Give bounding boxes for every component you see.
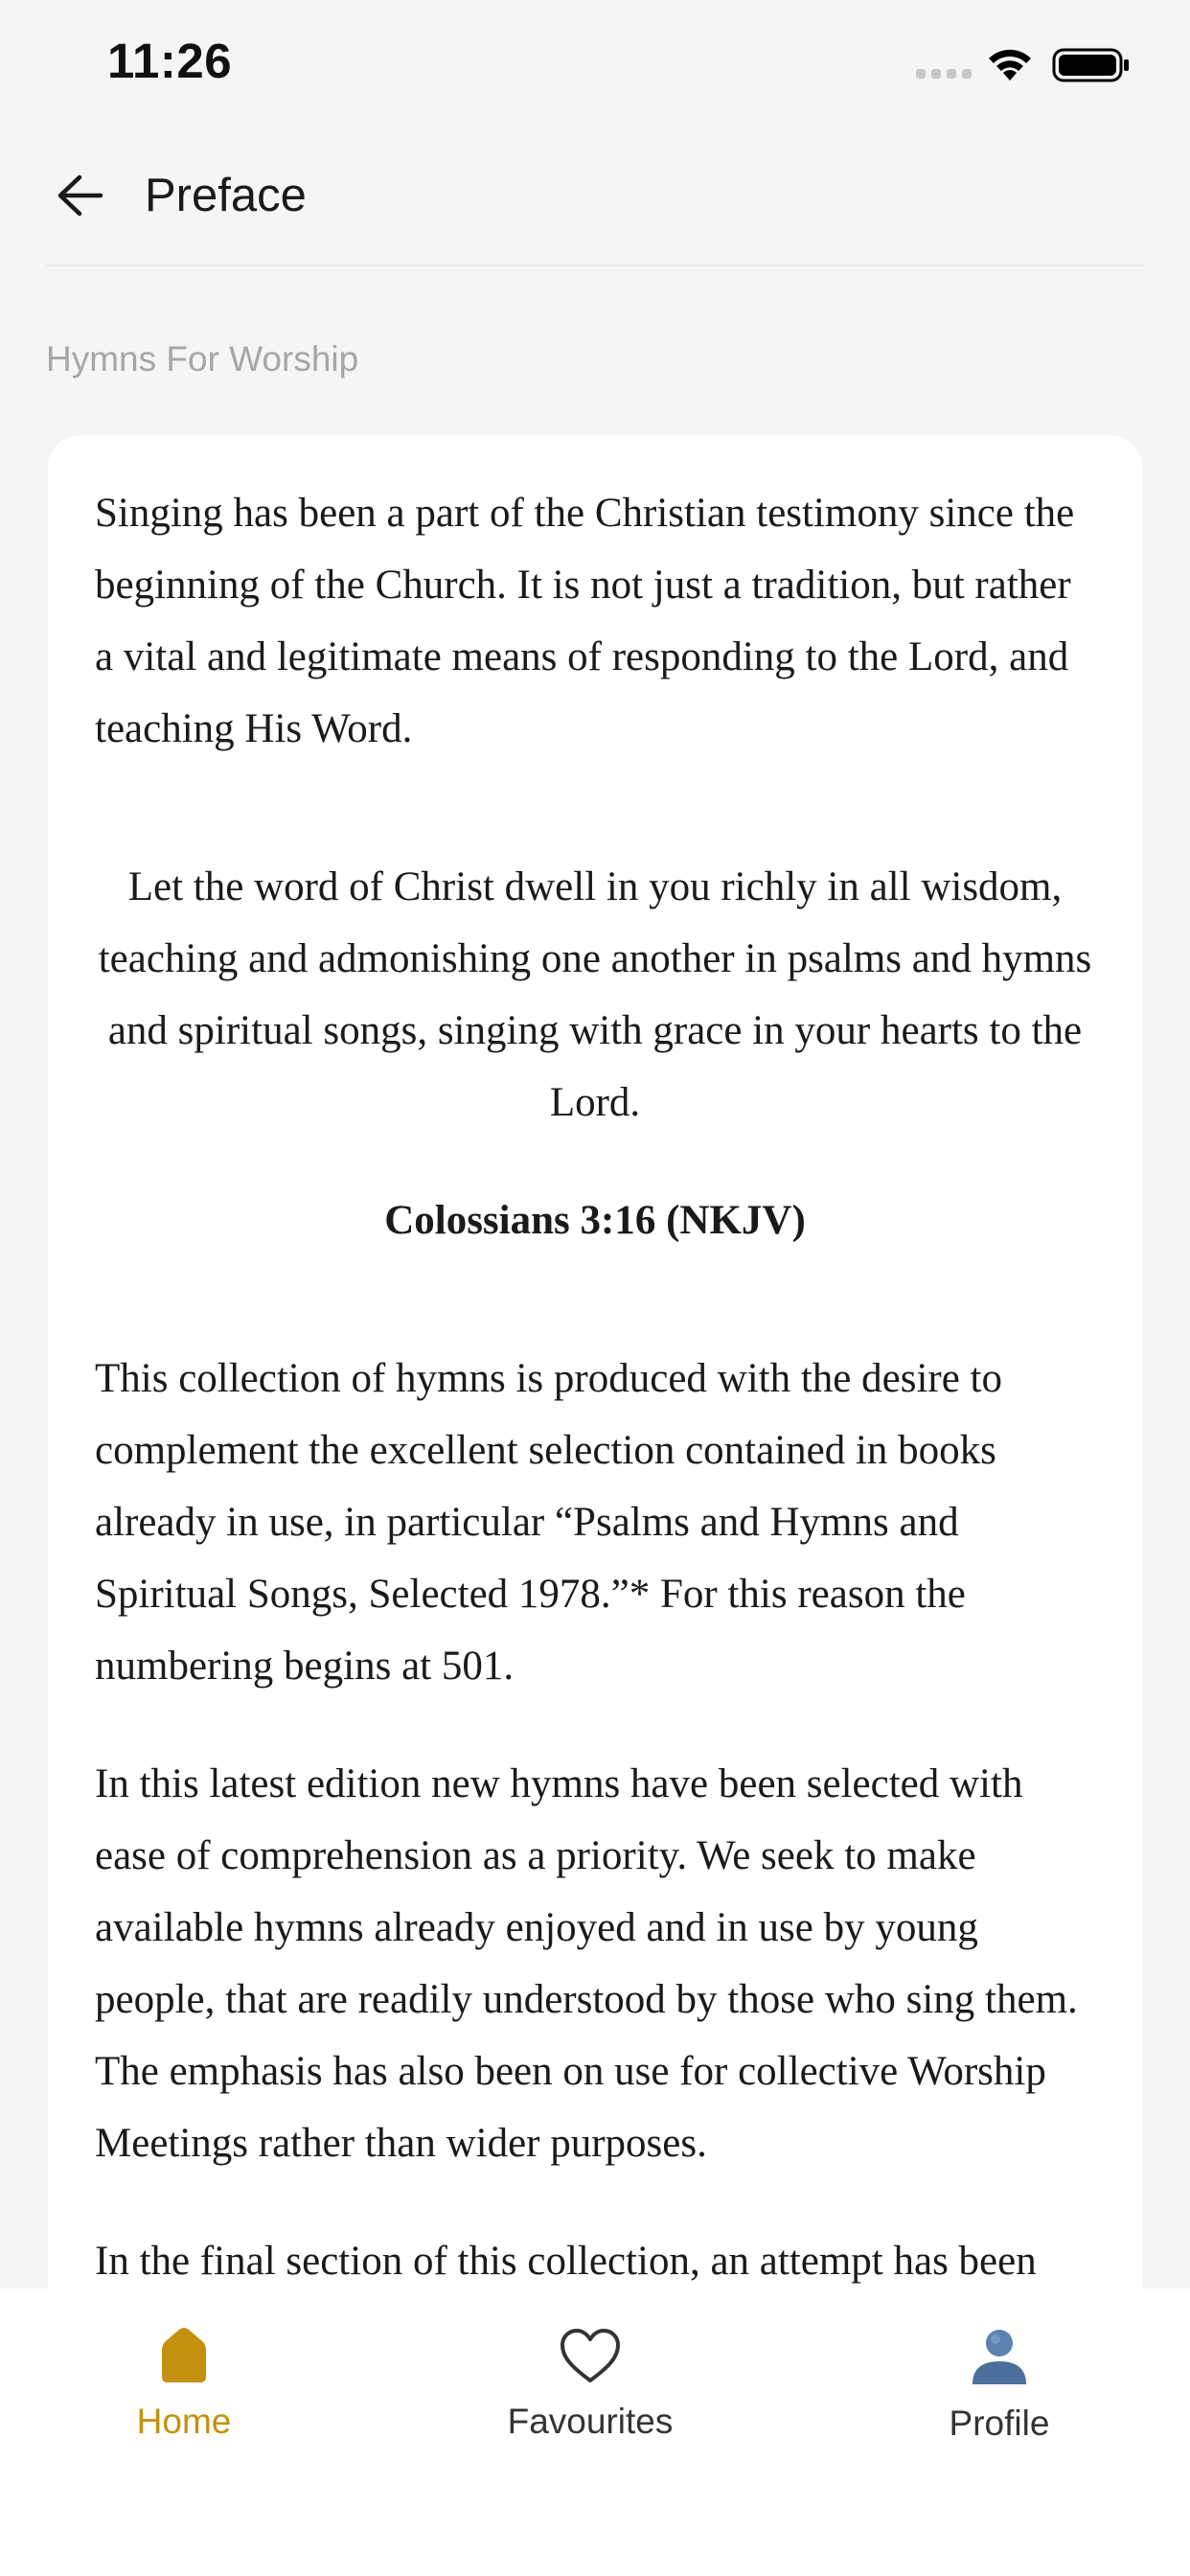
- header: [0, 144, 1190, 268]
- home-icon: [154, 2325, 214, 2384]
- scripture-quote: Let the word of Christ dwell in you richly in all wisdom, teaching and admonishing one another in psalms and hymns and spiritual songs, singing with grace in your hearts to the Lord.: [98, 864, 1092, 1125]
- battery-icon: [1052, 46, 1131, 84]
- arrow-left-icon: [57, 173, 104, 218]
- status-bar: [0, 0, 1190, 134]
- wifi-icon: [985, 44, 1035, 82]
- nav-favourites-label: Favourites: [507, 2402, 674, 2441]
- nav-favourites[interactable]: [446, 2288, 734, 2480]
- nav-profile-label: Profile: [949, 2404, 1050, 2443]
- heart-icon: [559, 2327, 622, 2384]
- nav-home[interactable]: [40, 2288, 328, 2480]
- scripture-reference: Colossians 3:16 (NKJV): [384, 1198, 806, 1243]
- header-divider: [46, 264, 1144, 266]
- section-label: Hymns For Worship: [46, 339, 359, 379]
- status-time: 11:26: [107, 34, 233, 88]
- cellular-signal-icon: [916, 67, 972, 80]
- nav-home-label: Home: [136, 2402, 232, 2441]
- preface-card: [48, 435, 1142, 2576]
- preface-paragraph: In the final section of this collection, an attempt has been: [95, 2239, 1037, 2284]
- preface-paragraph: This collection of hymns is produced with the desire to complement the excellent selection contained in books already in use, in particular “Psalms and Hymns and Spiritual Songs, Selected 1978.”* For this reason the numbering begins at 501.: [95, 1356, 1003, 1689]
- back-button[interactable]: [50, 165, 111, 226]
- profile-icon: [969, 2325, 1030, 2386]
- page-title: Preface: [145, 170, 307, 221]
- preface-paragraph: In this latest edition new hymns have been selected with ease of comprehension as a priority. We seek to make available hymns already enjoyed and in use by young people, that are readily understood by those who sing them. The emphasis has also been on use for collective Worship Meetings rather than wider purposes.: [95, 1761, 1078, 2166]
- preface-paragraph: Singing has been a part of the Christian testimony since the beginning of the Church. It is not just a tradition, but rather a vital and legitimate means of responding to the Lord, and teaching His Word.: [95, 491, 1075, 751]
- nav-profile[interactable]: [856, 2288, 1143, 2480]
- bottom-nav: [0, 2288, 1190, 2576]
